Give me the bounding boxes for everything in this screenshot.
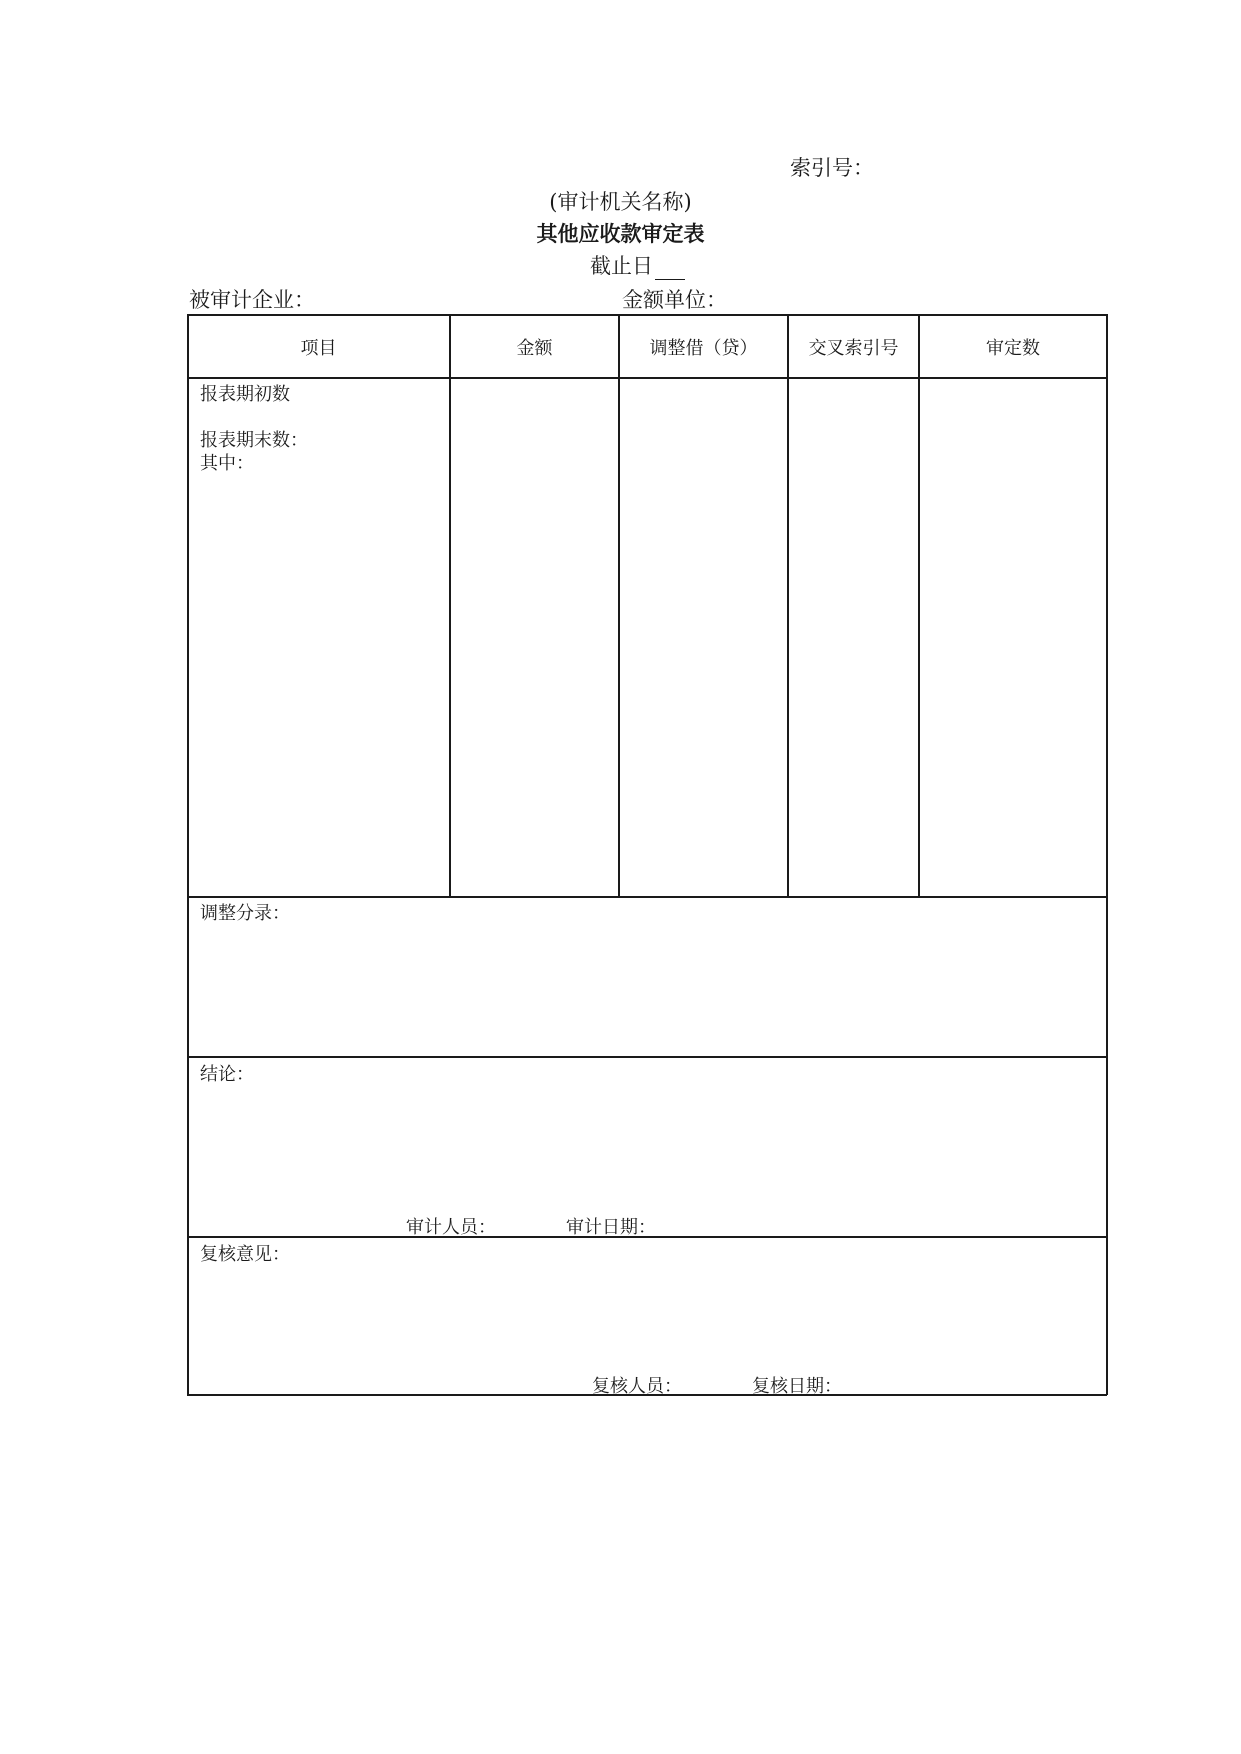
review-opinion-label: 复核意见： xyxy=(200,1244,290,1265)
adjustments-bottom-divider xyxy=(187,1056,1107,1058)
col-header-amount: 金额 xyxy=(516,337,553,359)
row-label-closing: 报表期末数： xyxy=(200,430,308,451)
cutoff-date-blank[interactable] xyxy=(655,259,685,280)
audit-date-label: 审计日期： xyxy=(566,1217,656,1238)
col-divider-3 xyxy=(787,314,789,897)
review-date-label: 复核日期： xyxy=(752,1376,842,1397)
amount-unit-label: 金额单位： xyxy=(622,288,727,312)
reviewer-label: 复核人员： xyxy=(592,1376,682,1397)
index-number-label: 索引号： xyxy=(790,156,874,180)
adjustments-label: 调整分录： xyxy=(200,903,290,924)
col-header-adjustment: 调整借（贷） xyxy=(649,337,758,359)
cutoff-date-label: 截止日 xyxy=(590,254,653,278)
col-divider-2 xyxy=(618,314,620,897)
row-label-opening: 报表期初数 xyxy=(200,384,290,405)
conclusion-label: 结论： xyxy=(200,1064,254,1085)
page-title: 其他应收款审定表 xyxy=(536,222,705,246)
auditor-label: 审计人员： xyxy=(406,1217,496,1238)
col-header-cross-index: 交叉索引号 xyxy=(808,337,899,359)
col-divider-4 xyxy=(918,314,920,897)
table-border-left xyxy=(187,314,189,1395)
audited-entity-label: 被审计企业： xyxy=(189,288,315,312)
col-header-audited-amount: 审定数 xyxy=(986,337,1040,359)
table-border-right xyxy=(1106,314,1108,1395)
audit-org-name: (审计机关名称) xyxy=(549,190,692,214)
col-header-item: 项目 xyxy=(300,337,337,359)
col-divider-1 xyxy=(449,314,451,897)
body-bottom-divider xyxy=(187,896,1107,898)
cutoff-date xyxy=(590,250,685,280)
row-label-of-which: 其中： xyxy=(200,453,254,474)
